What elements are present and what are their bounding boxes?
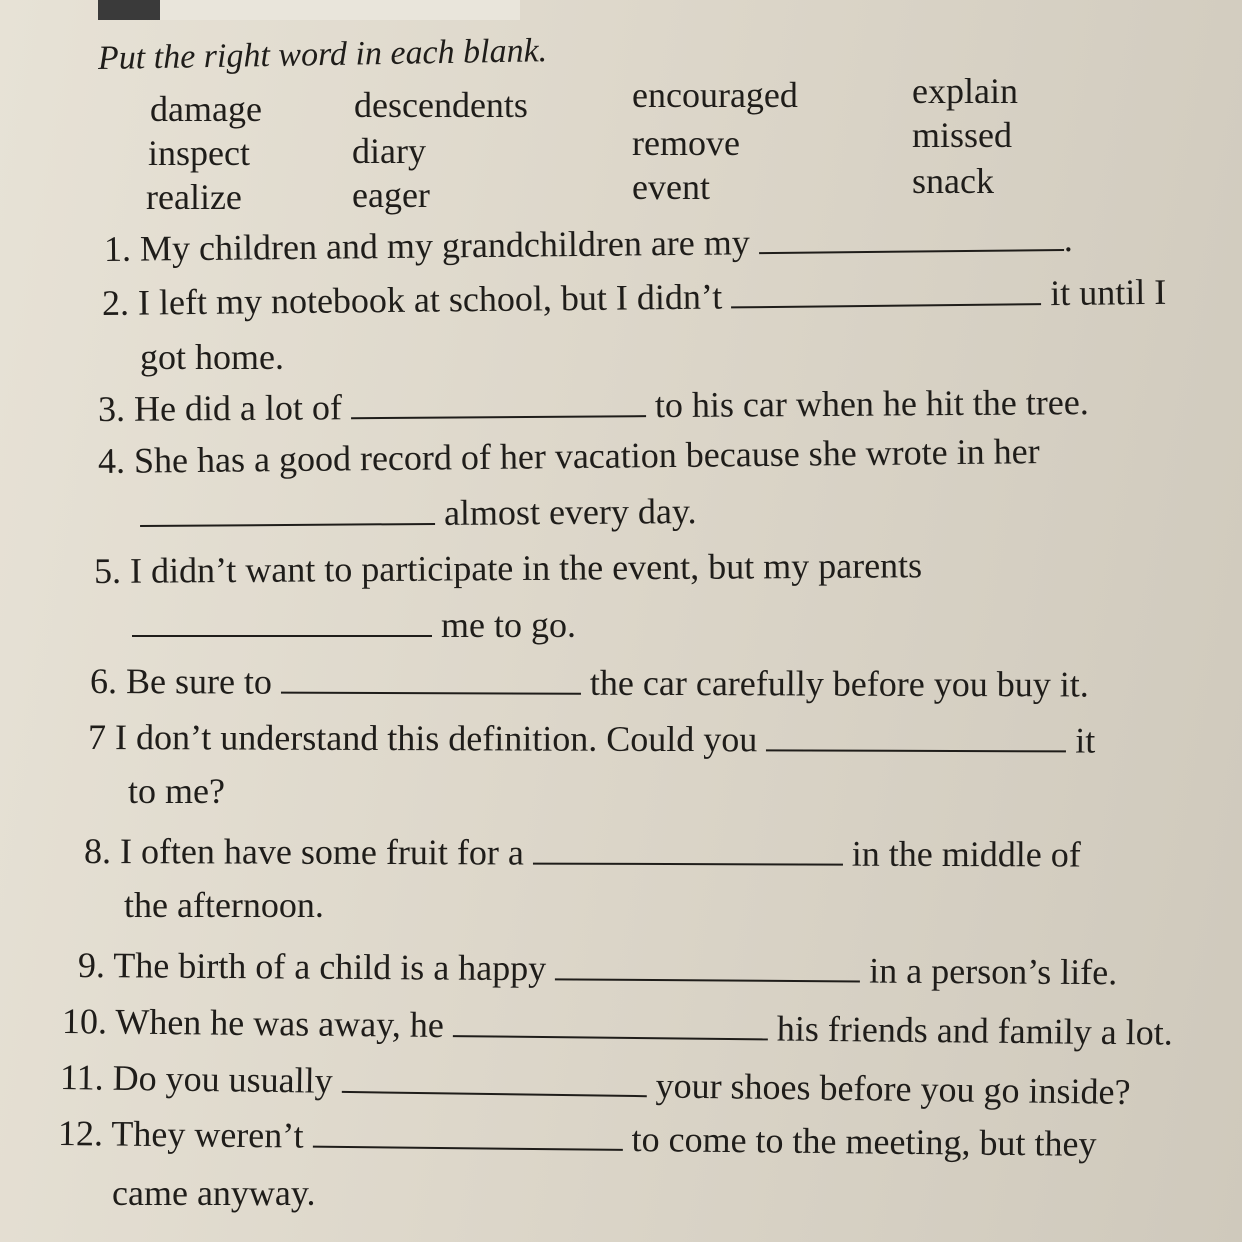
word-bank-item: snack bbox=[912, 161, 994, 201]
word-bank-item: eager bbox=[352, 175, 430, 215]
answer-blank[interactable] bbox=[132, 634, 432, 637]
word-bank-item: diary bbox=[352, 131, 426, 171]
sentence-text: the car carefully before you buy it. bbox=[589, 662, 1089, 705]
item-number: 1. bbox=[103, 228, 132, 269]
sentence-text: almost every day. bbox=[443, 491, 697, 533]
sentence-text: in a person’s life. bbox=[869, 950, 1118, 993]
answer-blank[interactable] bbox=[140, 522, 435, 527]
exercise-item bbox=[104, 218, 1073, 270]
sentence-text: his friends and family a lot. bbox=[776, 1008, 1173, 1053]
exercise-item-continuation: got home. bbox=[140, 337, 284, 377]
header-bar bbox=[98, 0, 520, 20]
exercise-item-continuation: came anyway. bbox=[112, 1173, 316, 1213]
item-number: 12. bbox=[57, 1113, 104, 1154]
item-number: 5. bbox=[93, 550, 122, 591]
sentence-text: I often have some fruit for a bbox=[119, 831, 524, 873]
item-number: 3. bbox=[97, 388, 126, 429]
instruction: Put the right word in each blank. bbox=[97, 32, 548, 77]
answer-blank[interactable] bbox=[533, 862, 843, 866]
answer-blank[interactable] bbox=[759, 248, 1064, 254]
exercise-item bbox=[98, 381, 1089, 430]
answer-blank[interactable] bbox=[555, 977, 860, 982]
word-bank-item: encouraged bbox=[632, 75, 798, 115]
answer-blank[interactable] bbox=[281, 691, 581, 695]
answer-blank[interactable] bbox=[766, 748, 1066, 752]
item-number: 2. bbox=[101, 282, 130, 323]
sentence-text: I didn’t want to participate in the event, but my parents bbox=[129, 545, 923, 591]
sentence-text: it bbox=[1075, 720, 1096, 761]
exercise-item bbox=[62, 1000, 1173, 1054]
sentence-text: They weren’t bbox=[111, 1113, 304, 1156]
sentence-text: Do you usually bbox=[112, 1057, 333, 1101]
word-bank-item: descendents bbox=[354, 85, 528, 125]
answer-blank[interactable] bbox=[731, 302, 1041, 308]
sentence-text: I don’t understand this definition. Could you bbox=[114, 717, 758, 760]
exercise-item-continuation: to me? bbox=[128, 771, 225, 811]
item-number: 6. bbox=[89, 661, 118, 702]
word-bank-item: damage bbox=[150, 89, 262, 129]
answer-blank[interactable] bbox=[453, 1034, 768, 1040]
exercise-item bbox=[94, 544, 922, 592]
exercise-item-continuation bbox=[140, 490, 697, 536]
item-number: 9. bbox=[77, 945, 106, 986]
sentence-text: me to go. bbox=[441, 605, 576, 645]
sentence-text: Be sure to bbox=[125, 661, 273, 702]
exercise-item bbox=[60, 1056, 1131, 1113]
exercise-item bbox=[90, 660, 1089, 705]
sentence-text: it until I bbox=[1049, 271, 1167, 314]
answer-blank[interactable] bbox=[312, 1145, 622, 1151]
exercise-item-continuation bbox=[132, 604, 576, 646]
sentence-text: My children and my grandchildren are my bbox=[139, 222, 750, 269]
exercise-item bbox=[88, 716, 1095, 762]
item-number: 11. bbox=[59, 1057, 104, 1098]
item-number: 7 bbox=[87, 717, 107, 758]
item-number: 4. bbox=[97, 440, 126, 481]
word-bank-item: realize bbox=[146, 177, 242, 217]
word-bank-item: missed bbox=[912, 115, 1013, 155]
item-number: 8. bbox=[83, 831, 112, 872]
sentence-text: The birth of a child is a happy bbox=[113, 945, 547, 989]
word-bank-item: inspect bbox=[148, 133, 250, 173]
sentence-text: When he was away, he bbox=[115, 1001, 445, 1045]
word-bank-item: event bbox=[632, 167, 710, 207]
sentence-text: your shoes before you go inside? bbox=[655, 1065, 1131, 1112]
sentence-text: in the middle of bbox=[851, 833, 1081, 875]
sentence-text: . bbox=[1063, 218, 1073, 259]
sentence-text: He did a lot of bbox=[133, 387, 343, 429]
sentence-text: to his car when he hit the tree. bbox=[654, 382, 1089, 426]
word-bank-item: remove bbox=[632, 123, 740, 163]
exercise-item bbox=[58, 1112, 1097, 1165]
answer-blank[interactable] bbox=[341, 1090, 646, 1097]
sentence-text: She has a good record of her vacation because she wrote in her bbox=[133, 431, 1040, 481]
item-number: 10. bbox=[61, 1001, 108, 1042]
exercise-item bbox=[98, 430, 1040, 482]
exercise-item bbox=[84, 830, 1081, 875]
exercise-item-continuation: the afternoon. bbox=[124, 885, 324, 925]
sentence-text: to come to the meeting, but they bbox=[631, 1119, 1097, 1164]
word-bank-item: explain bbox=[912, 71, 1018, 111]
exercise-item bbox=[78, 944, 1117, 993]
answer-blank[interactable] bbox=[351, 414, 646, 419]
exercise-item bbox=[102, 271, 1167, 324]
sentence-text: I left my notebook at school, but I didn’t bbox=[137, 276, 723, 323]
